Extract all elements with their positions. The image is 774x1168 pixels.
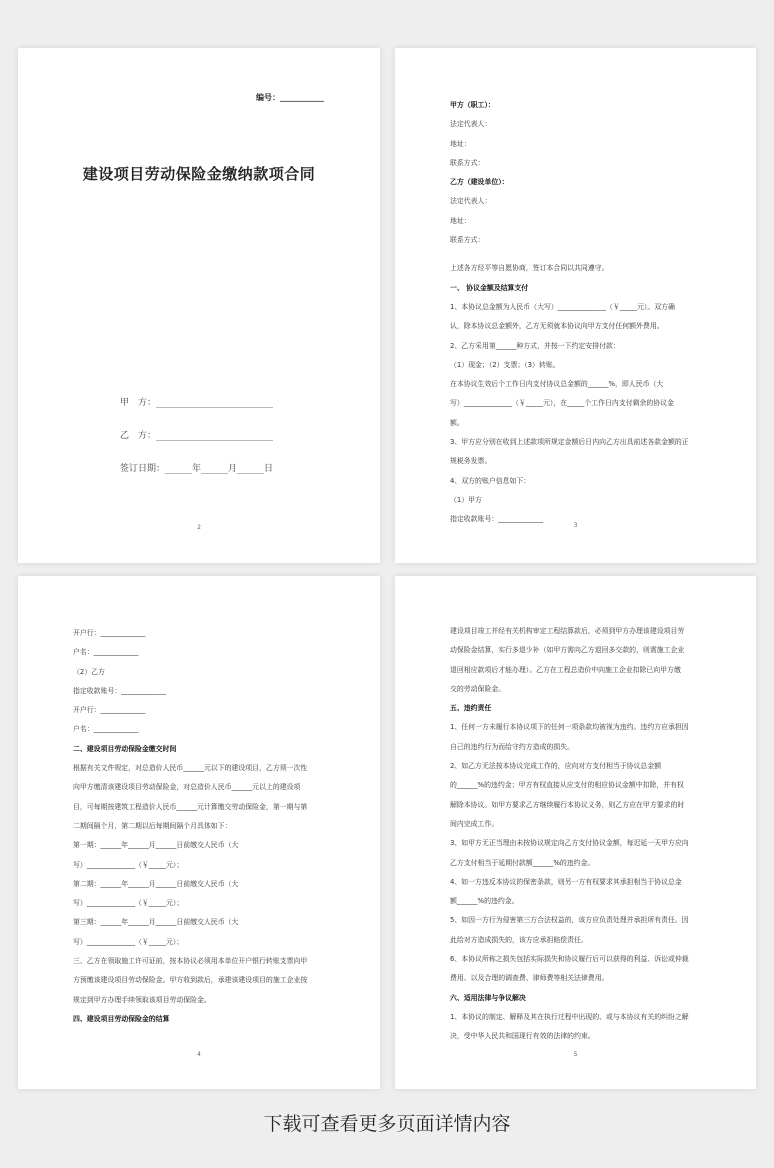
- party-a-signature-line: 甲 方：__________________________: [120, 398, 274, 408]
- contract-title: 建设项目劳动保险金缴纳款项合同: [82, 165, 316, 183]
- text-line: 5、如因一方行为侵害第三方合法权益的，该方应负责处理并承担所有责任。因: [450, 916, 689, 925]
- text-line: 动保险金结算，实行多退少补（如甲方需向乙方退回多交款的，则需施工企业: [450, 646, 685, 655]
- party-b-signature-line: 乙 方：__________________________: [120, 431, 274, 441]
- text-line: 解除本协议。如甲方要求乙方继续履行本协议义务，则乙方应在甲方要求的时: [450, 800, 685, 809]
- text-line: 写）______________（￥_____元）；: [73, 937, 184, 946]
- section-heading: 乙方（建设单位）：: [450, 178, 509, 187]
- text-line: 2、乙方采用第______种方式，并按一下约定安排付款：: [450, 341, 620, 350]
- text-line: 联系方式：: [450, 158, 485, 167]
- section-heading: 一、 协议金额及结算支付: [450, 283, 529, 292]
- text-line: 第二期：______年______月______日前缴交人民币（大: [73, 879, 239, 888]
- text-line: 第三期：______年______月______日前缴交人民币（大: [73, 918, 239, 927]
- text-line: 乙方支付相当于延期付款额______%的违约金。: [450, 858, 595, 867]
- text-line: 2、如乙方无法按本协议完成工作的，应向对方支付相当于协议总金额: [450, 762, 662, 771]
- text-line: 额______%的违约金。: [450, 897, 519, 906]
- text-line: 写）______________（￥_____元）；: [73, 860, 184, 869]
- page-number: 4: [197, 1051, 201, 1058]
- text-line: 二期间隔个月，第二期以后每期间隔个月具体如下：: [73, 821, 232, 830]
- text-line: 认，除本协议总金额外，乙方无须就本协议向甲方支付任何额外费用。: [450, 322, 664, 331]
- text-line: 额。: [450, 418, 464, 427]
- text-line: 上述各方经平等自愿协商，签订本合同以共同遵守。: [450, 264, 609, 273]
- download-more-caption: 下载可查看更多页面详情内容: [263, 1113, 511, 1135]
- text-line: 向甲方缴清该建设项目劳动保险金，对总造价人民币______元以上的建设项: [73, 783, 301, 792]
- text-line: 地址：: [450, 216, 471, 225]
- text-line: 联系方式：: [450, 236, 485, 245]
- text-line: 1、任何一方未履行本协议项下的任何一项条款均被视为违约。违约方应承担因: [450, 723, 689, 732]
- text-line: 的______%的违约金；甲方有权直接从应支付的相应协议金额中扣除，并有权: [450, 781, 684, 790]
- document-page: [395, 48, 756, 563]
- text-line: （2）乙方: [73, 667, 105, 676]
- section-heading: 五、违约责任: [450, 704, 492, 713]
- section-heading: 六、适用法律与争议解决: [450, 993, 526, 1002]
- document-page: [395, 576, 756, 1089]
- text-line: 3、甲方应分别在收到上述款项所规定金额后日内向乙方出具前述各款金额的正: [450, 438, 689, 447]
- text-line: 法定代表人：: [450, 197, 492, 206]
- document-page-cover: [18, 48, 380, 563]
- text-line: 三、乙方在领取施工许可证前，按本协议必须用本单位开户银行转账支票向甲: [73, 957, 308, 966]
- text-line: 6、本协议所称之损失包括实际损失和协议履行后可以获得的利益、诉讼或仲裁: [450, 955, 689, 964]
- text-line: 指定收款账号：_____________: [450, 515, 544, 524]
- text-line: 户名：_____________: [73, 648, 139, 657]
- contract-number: 编号：___________: [256, 93, 324, 102]
- text-line: 法定代表人：: [450, 120, 492, 129]
- sign-date-line: 签订日期：______年______月______日: [120, 464, 274, 474]
- text-line: 3、如甲方无正当理由未按协议规定向乙方支付协议金额，每迟延一天甲方应向: [450, 839, 689, 848]
- page-body: [450, 96, 709, 530]
- text-line: 自己的违约行为而给守约方造成的损失。: [450, 742, 575, 751]
- text-line: 退回相应款项后才能办理）。乙方在工程总造价中向施工企业扣除已向甲方缴: [450, 665, 681, 674]
- text-line: 在本协议生效后个工作日内支付协议总金额的______%，即人民币（大: [450, 380, 664, 389]
- text-line: 4、如一方违反本协议的保密条款，则另一方有权要求其承担相当于协议总金: [450, 877, 682, 886]
- text-line: 户名：_____________: [73, 725, 139, 734]
- text-line: 决，受中华人民共和国现行有效的法律的约束。: [450, 1032, 595, 1041]
- text-line: 指定收款账号：_____________: [73, 686, 167, 695]
- page-body: [450, 622, 709, 1047]
- page-number: 3: [573, 522, 578, 529]
- page-number: 5: [573, 1051, 578, 1058]
- text-line: 开户行：_____________: [73, 706, 146, 715]
- section-heading: 四、建设项目劳动保险金的结算: [73, 1014, 170, 1023]
- section-heading: 二、建设项目劳动保险金缴交时间: [73, 744, 177, 753]
- text-line: （1）甲方: [450, 495, 482, 504]
- text-line: 根据有关文件规定，对总造价人民币______元以下的建设项目，乙方须一次性: [73, 764, 308, 773]
- text-line: 规定到甲方办理手续领取该项目劳动保险金。: [73, 995, 211, 1004]
- text-line: 1、本协议的制定、解释及其在执行过程中出现的、或与本协议有关的纠纷之解: [450, 1012, 689, 1021]
- section-heading: 甲方（职工）：: [450, 101, 495, 109]
- text-line: 费用、以及合理的调查费、律师费等相关法律费用。: [450, 974, 609, 983]
- text-line: 写）______________（￥_____元），在_____个工作日内支付剩余的协议金: [450, 399, 674, 408]
- text-line: 1、本协议总金额为人民币（大写）______________（￥_____元）。双方确: [450, 302, 675, 311]
- text-line: 第一期：______年______月______日前缴交人民币（大: [73, 841, 239, 850]
- text-line: （1）现金；（2）支票；（3）转账。: [450, 360, 560, 369]
- text-line: 交的劳动保险金。: [450, 684, 506, 693]
- page-number: 2: [197, 524, 201, 531]
- text-line: 地址：: [450, 139, 471, 148]
- text-line: 开户行：_____________: [73, 629, 146, 637]
- text-line: 目，可每期按建筑工程造价人民币______元计算缴交劳动保险金，第一期与第: [73, 802, 308, 811]
- text-line: 建设项目竣工并经有关机构审定工程结算款后，必须到甲方办理该建设项目劳: [450, 627, 685, 635]
- text-line: 4、双方的账户信息如下：: [450, 476, 531, 485]
- text-line: 此给对方造成损失的，该方应承担赔偿责任。: [450, 935, 588, 944]
- text-line: 写）______________（￥_____元）；: [73, 899, 184, 908]
- paragraph-gap: [450, 250, 709, 259]
- document-page: [18, 576, 380, 1089]
- text-line: 规税务发票。: [450, 457, 492, 466]
- text-line: 方预缴该建设项目劳动保险金。甲方收到款后，承建该建设项目的施工企业按: [73, 976, 308, 985]
- text-line: 间内完成工作。: [450, 819, 499, 828]
- page-body: [73, 624, 333, 1029]
